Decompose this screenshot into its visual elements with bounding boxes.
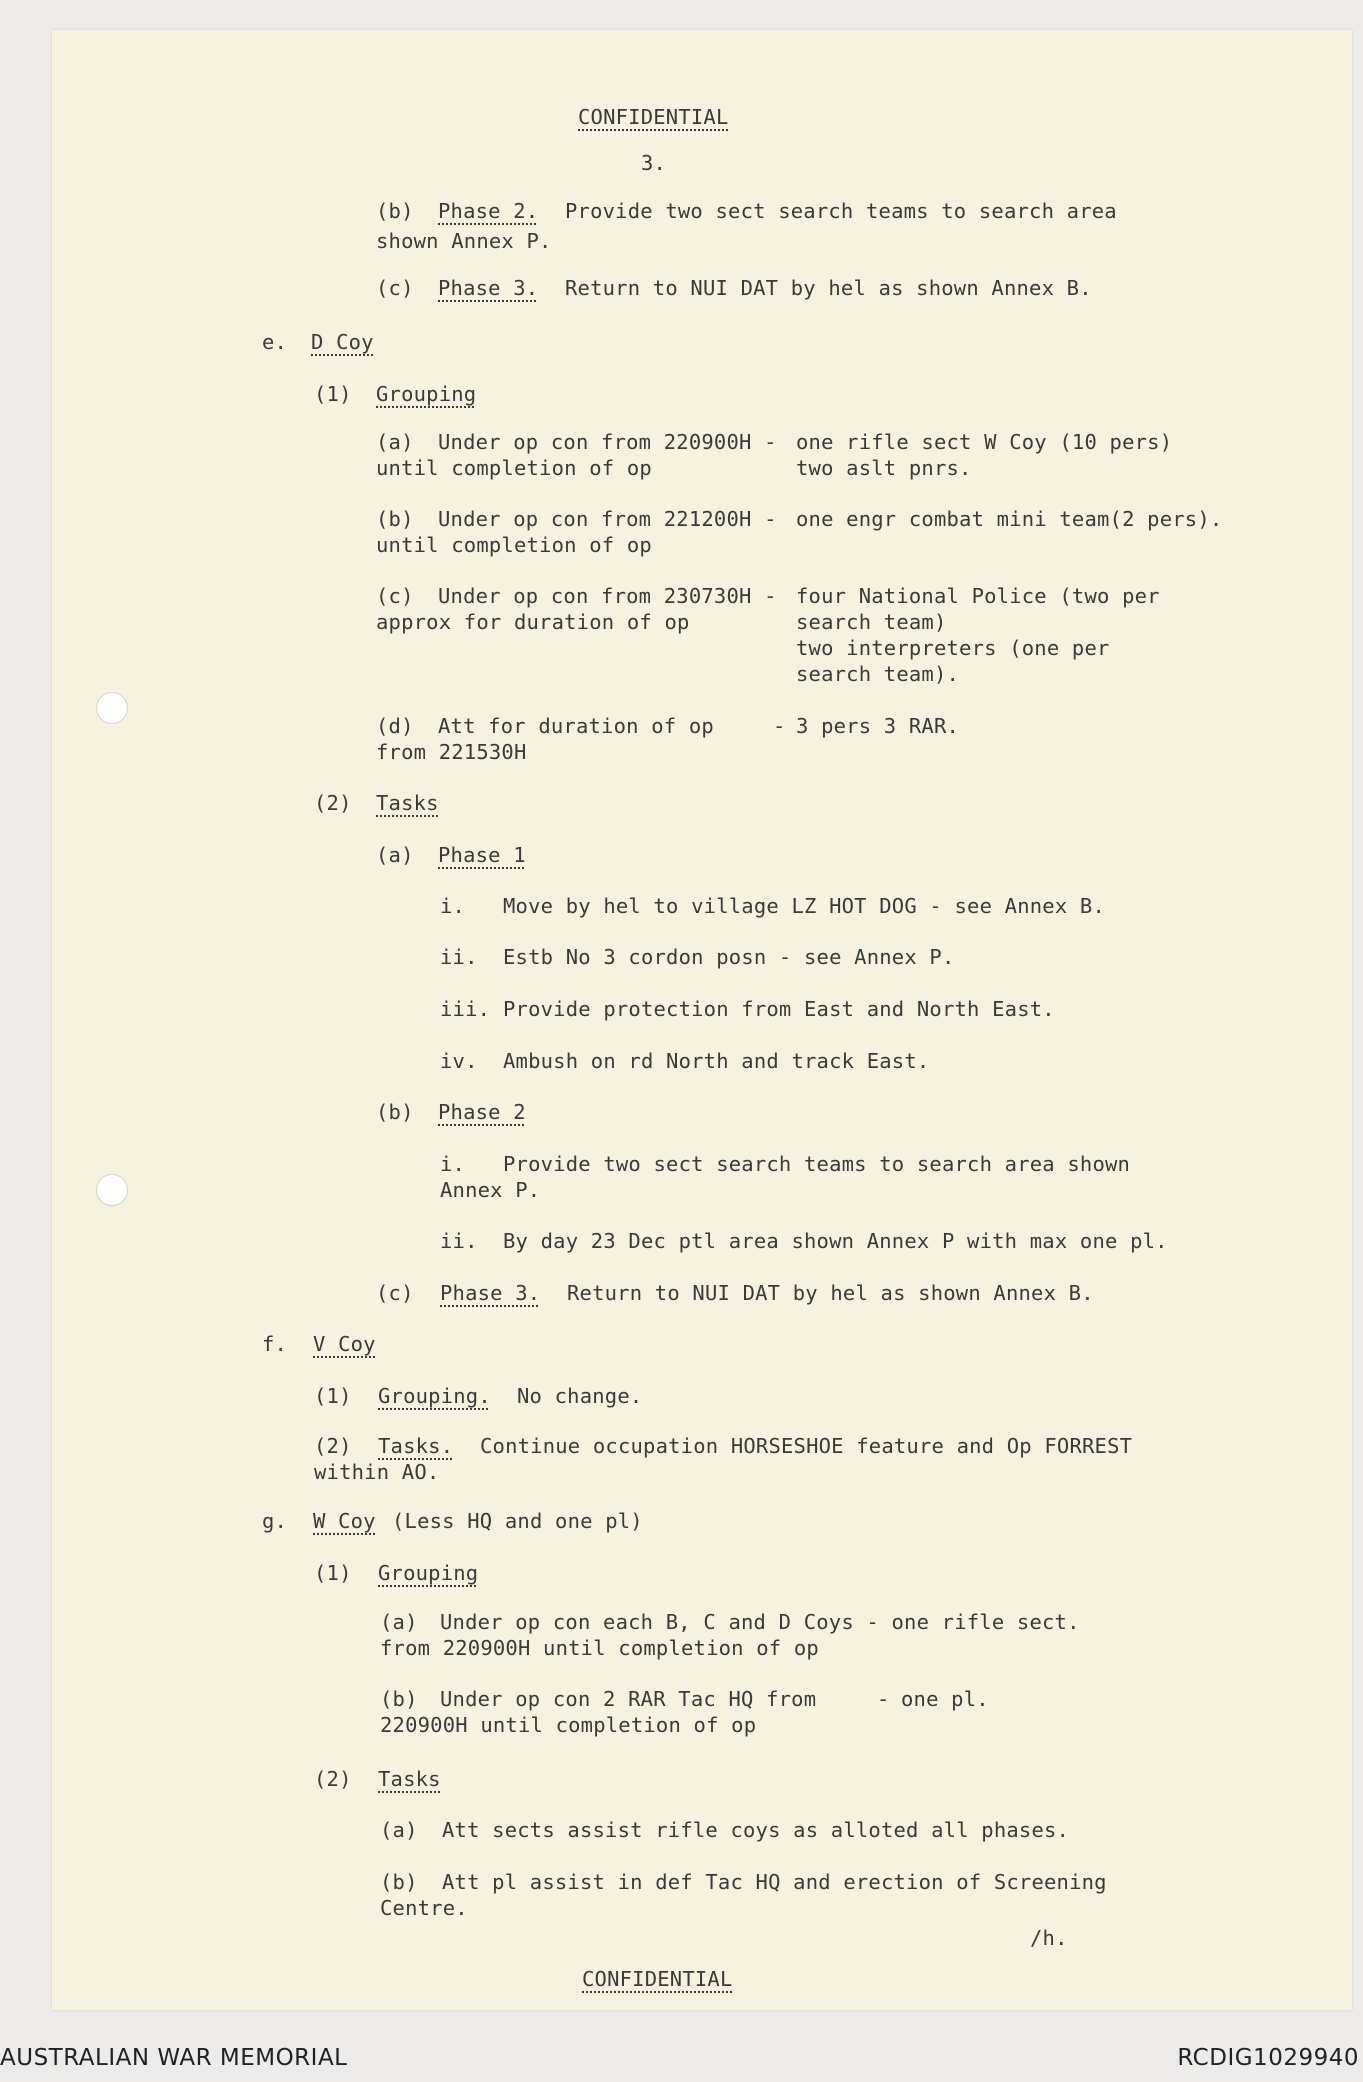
item-b-text: Provide two sect search teams to search area	[565, 199, 1117, 223]
e-grouping-b-left2: until completion of op	[376, 533, 652, 557]
e-grouping-c-right2: search team)	[796, 610, 947, 634]
e-grouping-c-right3: two interpreters (one per	[796, 636, 1110, 660]
e-tasks-b-item1-text-cont: Annex P.	[440, 1178, 541, 1202]
g-grouping-b-left2: 220900H until completion of op	[380, 1713, 757, 1737]
e-grouping-b-number: (b)	[376, 507, 414, 531]
e-grouping-c-right1: four National Police (two per	[796, 584, 1160, 608]
f-tasks-text-cont: within AO.	[314, 1460, 440, 1484]
g-grouping-number: (1)	[314, 1561, 352, 1585]
section-g-title: W Coy	[313, 1509, 376, 1533]
section-e-title: D Coy	[311, 330, 374, 354]
f-tasks-number: (2)	[314, 1434, 352, 1458]
e-grouping-d-left1: Att for duration of op	[438, 714, 714, 738]
e-tasks-a-item3-number: iii.	[440, 997, 491, 1021]
classification-header: CONFIDENTIAL	[578, 105, 729, 129]
e-grouping-c-number: (c)	[376, 584, 414, 608]
e-grouping-a-left1: Under op con from 220900H -	[438, 430, 777, 454]
e-tasks-b-item1-number: i.	[440, 1152, 466, 1176]
g-grouping-b-left1: Under op con 2 RAR Tac HQ from	[440, 1687, 817, 1711]
e-tasks-a-item3-text: Provide protection from East and North East.	[503, 997, 1055, 1021]
e-tasks-c-text: Return to NUI DAT by hel as shown Annex B.	[567, 1281, 1094, 1305]
e-tasks-b-item2-text: By day 23 Dec ptl area shown Annex P with max one pl.	[503, 1229, 1168, 1253]
e-tasks-title: Tasks	[376, 791, 439, 815]
e-tasks-a-title: Phase 1	[438, 843, 526, 867]
e-grouping-number: (1)	[314, 382, 352, 406]
g-grouping-title: Grouping	[378, 1561, 479, 1585]
section-f-letter: f.	[262, 1332, 288, 1356]
e-tasks-b-title: Phase 2	[438, 1100, 526, 1124]
e-tasks-b-number: (b)	[376, 1100, 414, 1124]
e-grouping-title: Grouping	[376, 382, 477, 406]
g-grouping-b-dash: -	[877, 1687, 890, 1711]
e-grouping-a-right2: two aslt pnrs.	[796, 456, 972, 480]
e-tasks-a-number: (a)	[376, 843, 414, 867]
e-tasks-a-item1-text: Move by hel to village LZ HOT DOG - see Annex B.	[503, 894, 1106, 918]
e-tasks-a-item2-text: Estb No 3 cordon posn - see Annex P.	[503, 945, 955, 969]
g-tasks-title: Tasks	[378, 1767, 441, 1791]
item-c-number: (c)	[376, 276, 414, 300]
archive-id: RCDIG1029940	[1177, 2045, 1359, 2071]
item-c-text: Return to NUI DAT by hel as shown Annex B.	[565, 276, 1092, 300]
e-tasks-a-item2-number: ii.	[440, 945, 478, 969]
item-c-title: Phase 3.	[438, 276, 539, 300]
e-grouping-b-left1: Under op con from 221200H -	[438, 507, 777, 531]
e-grouping-d-left2: from 221530H	[376, 740, 527, 764]
section-g-letter: g.	[262, 1509, 288, 1533]
f-tasks-text: Continue occupation HORSESHOE feature and Op FORREST	[480, 1434, 1133, 1458]
classification-footer: CONFIDENTIAL	[582, 1967, 733, 1991]
continuation-marker: /h.	[1030, 1926, 1068, 1950]
e-grouping-a-right1: one rifle sect W Coy (10 pers)	[796, 430, 1173, 454]
e-grouping-c-left1: Under op con from 230730H -	[438, 584, 777, 608]
item-b-number: (b)	[376, 199, 414, 223]
g-grouping-b-number: (b)	[380, 1687, 418, 1711]
g-tasks-a-text: Att sects assist rifle coys as alloted all phases.	[442, 1818, 1070, 1842]
f-grouping-title: Grouping.	[378, 1384, 491, 1408]
f-tasks-title: Tasks.	[378, 1434, 454, 1458]
e-tasks-a-item4-text: Ambush on rd North and track East.	[503, 1049, 930, 1073]
section-f-title: V Coy	[313, 1332, 376, 1356]
e-tasks-c-title: Phase 3.	[440, 1281, 541, 1305]
g-tasks-b-number: (b)	[380, 1870, 418, 1894]
g-grouping-b-right1: one pl.	[901, 1687, 989, 1711]
e-grouping-a-number: (a)	[376, 430, 414, 454]
section-e-letter: e.	[262, 330, 288, 354]
e-grouping-c-right4: search team).	[796, 662, 960, 686]
item-b-title: Phase 2.	[438, 199, 539, 223]
punch-hole-bottom	[96, 1174, 128, 1206]
e-tasks-c-number: (c)	[376, 1281, 414, 1305]
g-tasks-number: (2)	[314, 1767, 352, 1791]
g-grouping-a-line2: from 220900H until completion of op	[380, 1636, 819, 1660]
g-grouping-a-number: (a)	[380, 1610, 418, 1634]
e-grouping-a-left2: until completion of op	[376, 456, 652, 480]
e-grouping-d-right1: 3 pers 3 RAR.	[796, 714, 960, 738]
g-grouping-a-line1: Under op con each B, C and D Coys - one rifle sect.	[440, 1610, 1080, 1634]
e-tasks-b-item2-number: ii.	[440, 1229, 478, 1253]
e-grouping-d-dash: -	[773, 714, 786, 738]
page-number: 3.	[641, 151, 667, 175]
e-grouping-d-number: (d)	[376, 714, 414, 738]
e-grouping-b-right1: one engr combat mini team(2 pers).	[796, 507, 1223, 531]
punch-hole-top	[96, 692, 128, 724]
e-tasks-b-item1-text: Provide two sect search teams to search area shown	[503, 1152, 1131, 1176]
g-tasks-b-text: Att pl assist in def Tac HQ and erection of Screening	[442, 1870, 1107, 1894]
e-tasks-number: (2)	[314, 791, 352, 815]
g-tasks-a-number: (a)	[380, 1818, 418, 1842]
g-tasks-b-text-cont: Centre.	[380, 1896, 468, 1920]
item-b-text-cont: shown Annex P.	[376, 229, 552, 253]
f-grouping-text: No change.	[517, 1384, 643, 1408]
e-tasks-a-item1-number: i.	[440, 894, 466, 918]
archive-source: AUSTRALIAN WAR MEMORIAL	[0, 2045, 348, 2071]
e-tasks-a-item4-number: iv.	[440, 1049, 478, 1073]
section-g-title-suffix: (Less HQ and one pl)	[392, 1509, 643, 1533]
e-grouping-c-left2: approx for duration of op	[376, 610, 690, 634]
f-grouping-number: (1)	[314, 1384, 352, 1408]
